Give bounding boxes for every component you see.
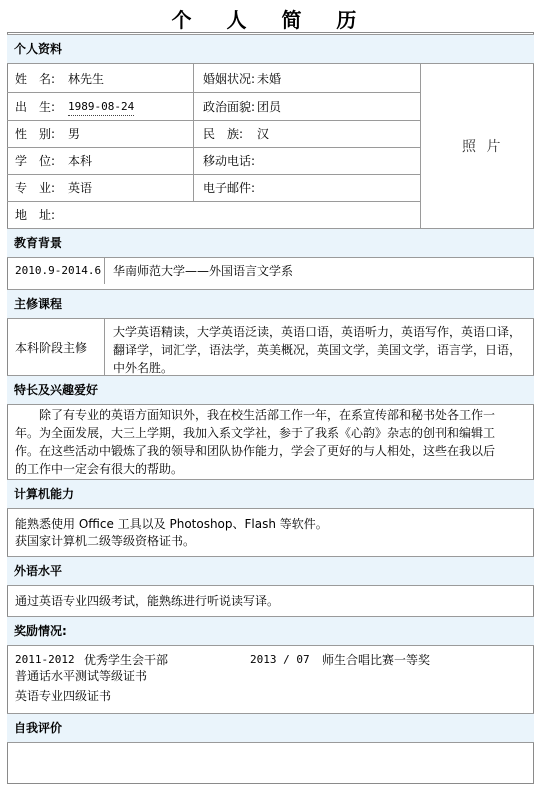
name-label: 姓 名: xyxy=(15,72,56,86)
award-item: 普通话水平测试等级证书 xyxy=(15,669,148,683)
language-text: 通过英语专业四级考试，能熟练进行听说读写译。 xyxy=(15,594,280,608)
section-language-header: 外语水平 xyxy=(7,556,534,586)
skills-line: 作。在这些活动中锻炼了我的领导和团队协作能力，学会了更好的与人相处，这些在我以后 xyxy=(15,444,496,458)
birth-value: 1989-08-24 xyxy=(68,99,134,116)
award-date: 2013 / 07 xyxy=(250,653,310,666)
grid-line xyxy=(7,201,420,202)
degree-label: 学 位: xyxy=(15,154,56,168)
marital-value: 未婚 xyxy=(257,72,282,86)
grid-line xyxy=(193,64,194,201)
address-label: 地 址: xyxy=(15,208,56,222)
gender-label: 性 别: xyxy=(15,127,56,141)
grid-line xyxy=(7,120,420,121)
education-period: 2010.9-2014.6 xyxy=(15,264,102,277)
grid-line xyxy=(7,92,420,93)
ethnic-label: 民 族: xyxy=(203,127,244,141)
grid-line xyxy=(7,174,420,175)
birth-label: 出 生: xyxy=(15,100,56,114)
courses-line: 大学英语精读，大学英语泛读，英语口语，英语听力，英语写作，英语口译， xyxy=(113,325,522,339)
grid-line xyxy=(104,319,105,375)
major-label: 专 业: xyxy=(15,181,56,195)
courses-label: 本科阶段主修 xyxy=(15,341,88,355)
skills-line: 年。为全面发展，大三上学期，我加入系文学社，参于了我系《心韵》杂志的创刊和编辑工 xyxy=(15,426,496,440)
courses-line: 中外名胜。 xyxy=(113,361,174,375)
award-title: 优秀学生会干部 xyxy=(84,653,169,667)
ethnic-value: 汉 xyxy=(257,127,270,141)
computer-line: 能熟悉使用 Office 工具以及 Photoshop、Flash 等软件。 xyxy=(15,517,328,531)
email-label: 电子邮件: xyxy=(203,181,256,195)
major-value: 英语 xyxy=(68,181,93,195)
education-school: 华南师范大学——外国语言文学系 xyxy=(113,264,294,278)
skills-line: 的工作中一定会有很大的帮助。 xyxy=(15,462,184,476)
name-value: 林先生 xyxy=(68,72,105,86)
gender-value: 男 xyxy=(68,127,81,141)
award-item: 英语专业四级证书 xyxy=(15,689,112,703)
marital-label: 婚姻状况: xyxy=(203,72,256,86)
grid-line xyxy=(104,258,105,284)
section-self-header: 自我评价 xyxy=(7,713,534,743)
section-courses-header: 主修课程 xyxy=(7,289,534,319)
award-date: 2011-2012 xyxy=(15,653,75,666)
section-personal-header: 个人资料 xyxy=(7,34,534,64)
grid-line xyxy=(420,64,421,228)
section-computer-header: 计算机能力 xyxy=(7,479,534,509)
computer-line: 获国家计算机二级等级资格证书。 xyxy=(15,534,196,548)
political-label: 政治面貌: xyxy=(203,100,256,114)
political-value: 团员 xyxy=(257,100,282,114)
page-title: 个 人 简 历 xyxy=(171,8,371,32)
award-title: 师生合唱比赛一等奖 xyxy=(322,653,431,667)
section-awards-header: 奖励情况: xyxy=(7,616,534,646)
courses-line: 翻译学，词汇学，语法学，英美概况，英国文学，美国文学，语言学，日语， xyxy=(113,343,522,357)
mobile-label: 移动电话: xyxy=(203,154,256,168)
skills-line: 除了有专业的英语方面知识外，我在校生活部工作一年，在系宣传部和秘书处各工作一 xyxy=(15,408,496,422)
photo-placeholder: 照 片 xyxy=(462,139,504,155)
section-education-header: 教育背景 xyxy=(7,228,534,258)
grid-line xyxy=(7,147,420,148)
degree-value: 本科 xyxy=(68,154,93,168)
section-skills-header: 特长及兴趣爱好 xyxy=(7,375,534,405)
